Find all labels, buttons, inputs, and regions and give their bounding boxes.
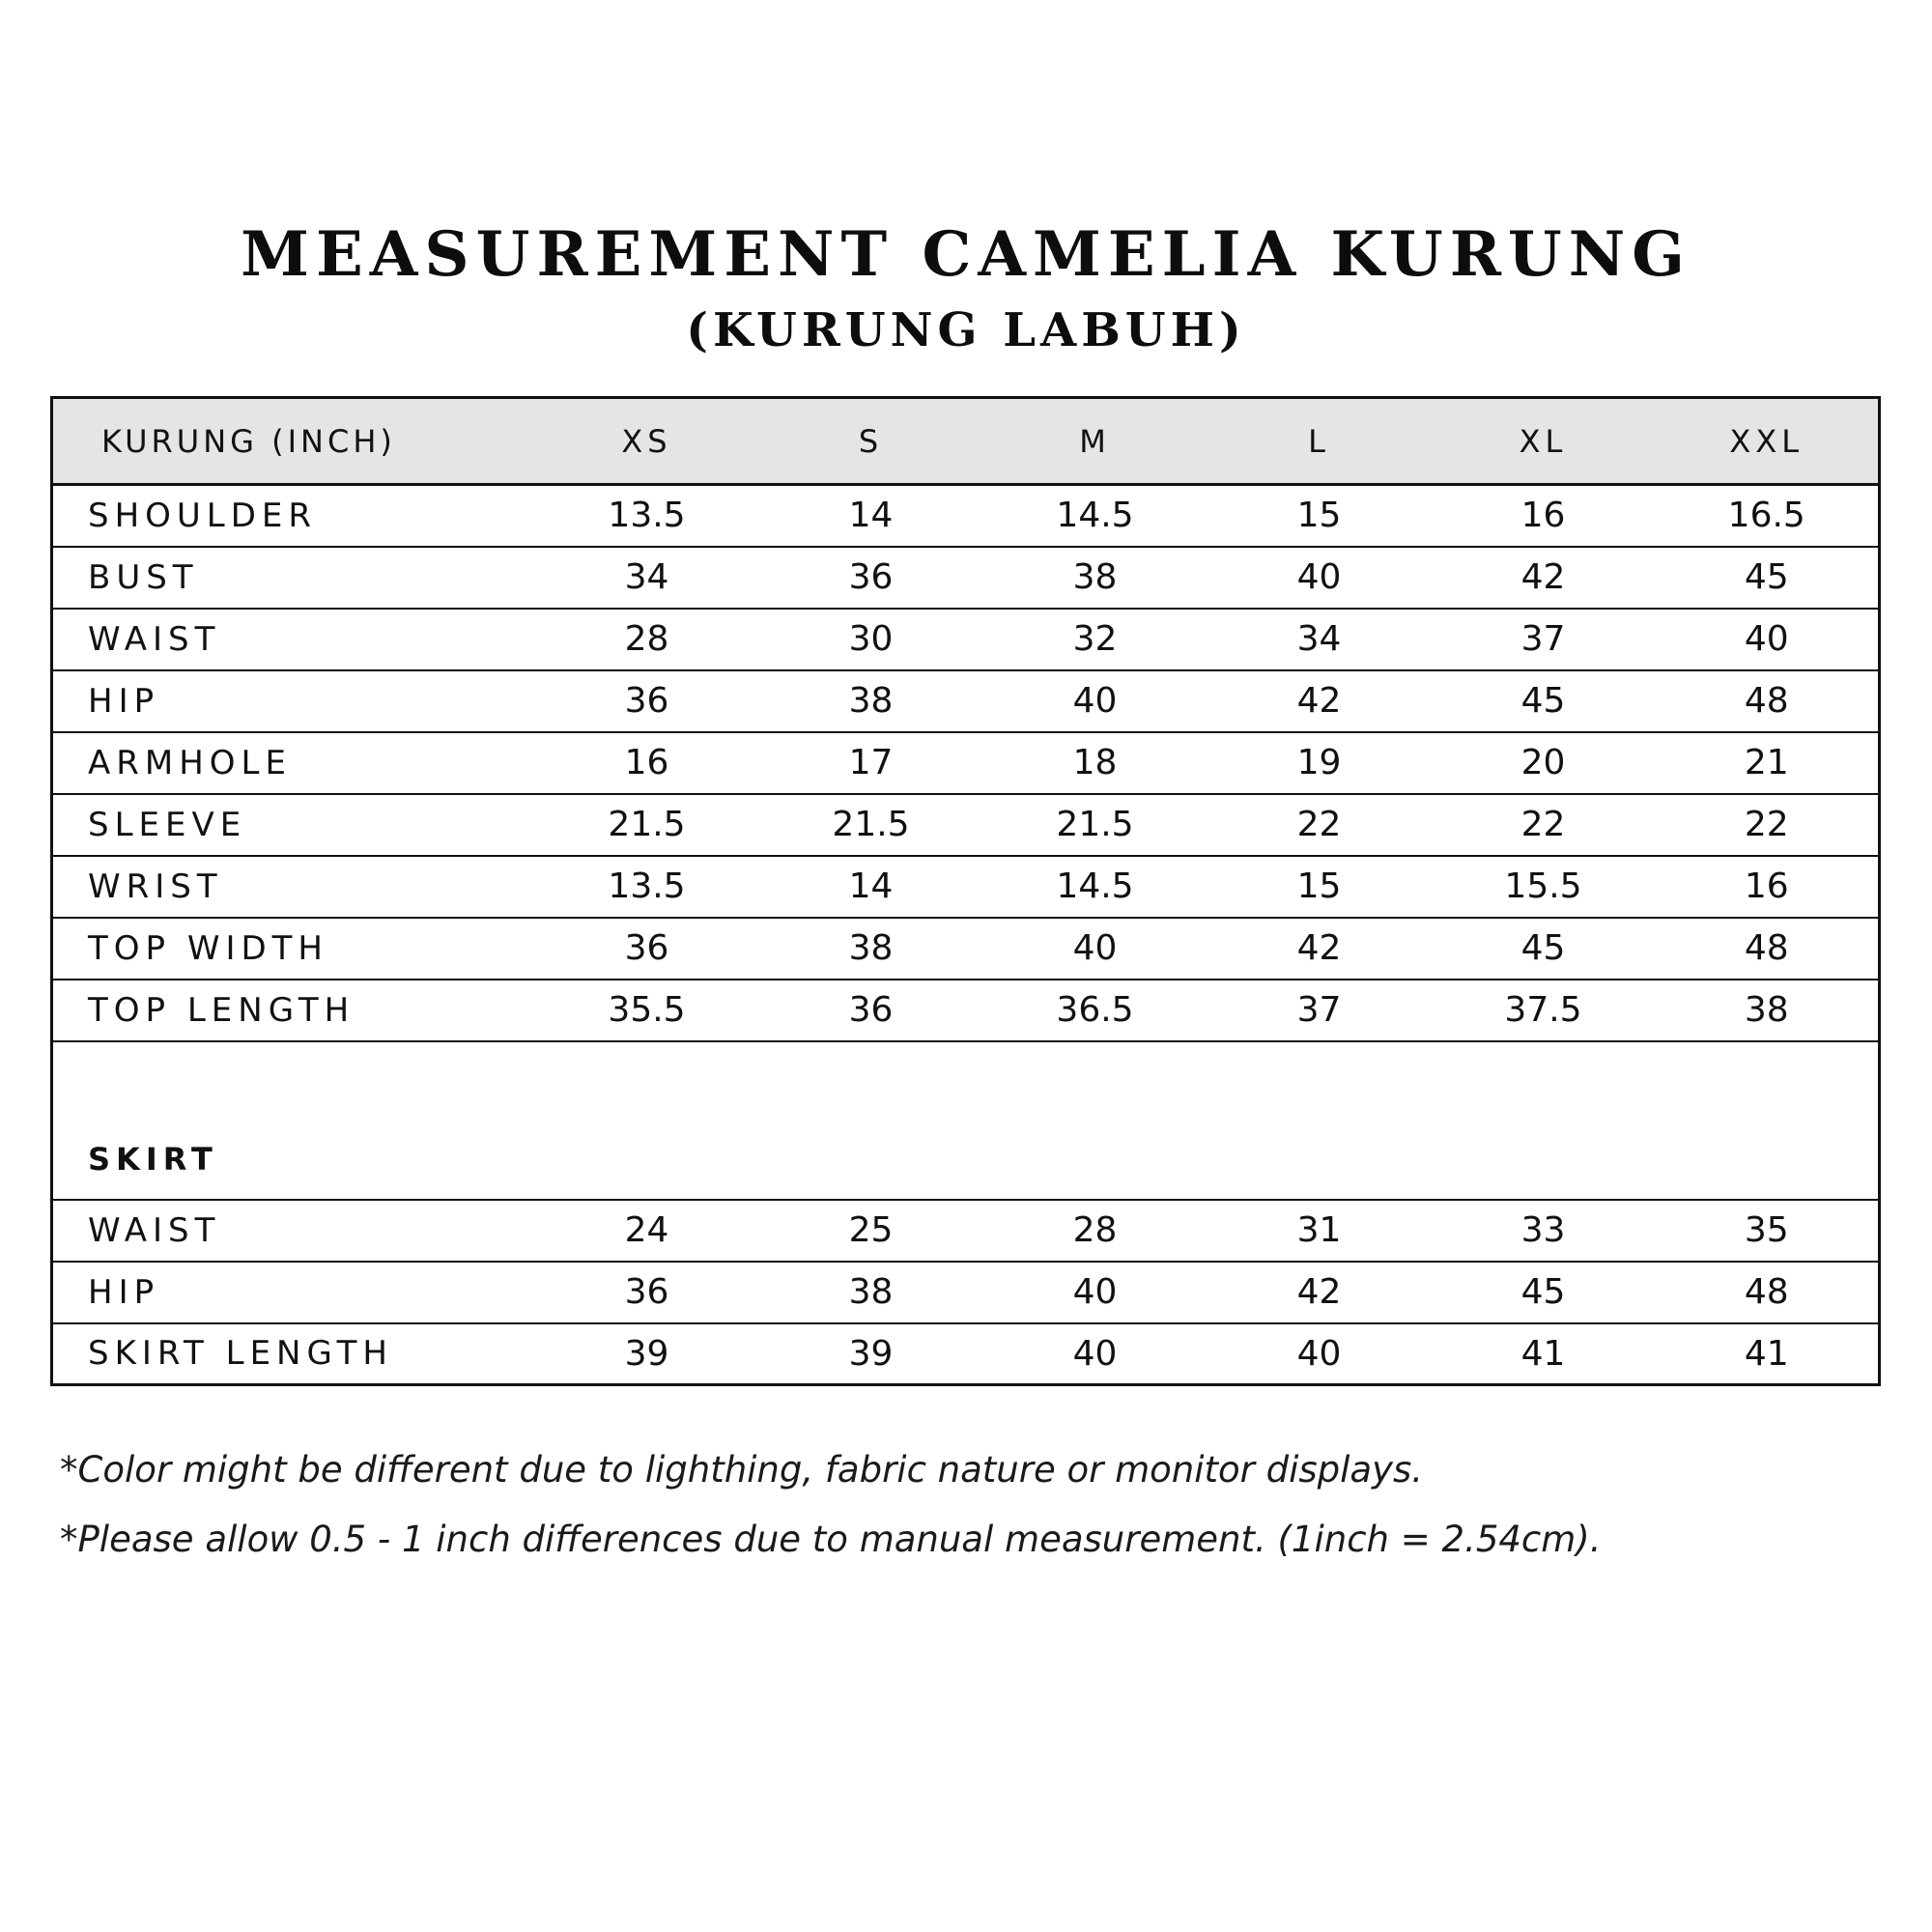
- cell-value: 33: [1432, 1200, 1656, 1262]
- cell-value: 14.5: [983, 485, 1208, 547]
- cell-value: 21: [1656, 732, 1880, 794]
- cell-value: 38: [759, 1262, 983, 1323]
- cell-value: 16: [1432, 485, 1656, 547]
- cell-value: 34: [1208, 609, 1432, 670]
- row-label: TOP LENGTH: [52, 980, 535, 1041]
- cell-value: 18: [983, 732, 1208, 794]
- cell-value: 40: [983, 918, 1208, 980]
- cell-value: 16: [535, 732, 759, 794]
- cell-value: 38: [983, 547, 1208, 609]
- row-label: WAIST: [52, 609, 535, 670]
- cell-value: 41: [1744, 1333, 1789, 1374]
- cell-value: 40: [1208, 547, 1432, 609]
- cell-value: 19: [1208, 732, 1432, 794]
- cell-value: 17: [759, 732, 983, 794]
- table-row-waist: [52, 609, 1880, 670]
- cell-value: 35: [1656, 1200, 1880, 1262]
- size-header-xxl: XXL: [1656, 398, 1880, 485]
- table-header-row: [52, 398, 1880, 485]
- row-label: TOP WIDTH: [52, 918, 535, 980]
- cell-value: 32: [983, 609, 1208, 670]
- table-row-top-length: [52, 980, 1880, 1041]
- table-row-sleeve: [52, 794, 1880, 856]
- cell-value: 45: [1432, 918, 1656, 980]
- cell-value: 48: [1656, 1262, 1880, 1323]
- row-label: SKIRT LENGTH: [88, 1334, 393, 1374]
- row-label: ARMHOLE: [52, 732, 535, 794]
- cell-value: 37: [1208, 980, 1432, 1041]
- cell-value: 38: [759, 670, 983, 732]
- cell-value: 14: [759, 485, 983, 547]
- cell-value: 16: [1656, 856, 1880, 918]
- row-label: HIP: [52, 1262, 535, 1323]
- cell-value: 13.5: [535, 485, 759, 547]
- table-row-wrist: [52, 856, 1880, 918]
- cell-value: 15.5: [1432, 856, 1656, 918]
- cell-value: 36: [535, 670, 759, 732]
- cell-value: 13.5: [535, 856, 759, 918]
- size-header-xl: XL: [1432, 398, 1656, 485]
- footnotes: [60, 1451, 1876, 1590]
- table-row-shoulder: [52, 485, 1880, 547]
- size-header-l: L: [1208, 398, 1432, 485]
- section-row-skirt: [52, 1041, 1880, 1200]
- header-label: KURUNG (INCH): [52, 398, 535, 485]
- cell-value: 41: [1520, 1333, 1566, 1374]
- cell-value: 36.5: [983, 980, 1208, 1041]
- cell-value: 31: [1208, 1200, 1432, 1262]
- cell-value: 28: [535, 609, 759, 670]
- cell-value: 42: [1432, 547, 1656, 609]
- page-title: MEASUREMENT CAMELIA KURUNG: [241, 218, 1691, 291]
- table-row-skirt-length: [52, 1323, 1880, 1385]
- table-row-top-width: [52, 918, 1880, 980]
- cell-value: 36: [535, 918, 759, 980]
- size-chart-table: [50, 396, 1881, 1386]
- cell-value: 22: [1432, 794, 1656, 856]
- cell-value: 45: [1656, 547, 1880, 609]
- table-row-armhole: [52, 732, 1880, 794]
- cell-value: 14: [759, 856, 983, 918]
- cell-value: 36: [535, 1262, 759, 1323]
- cell-value: 36: [759, 547, 983, 609]
- cell-value: 30: [759, 609, 983, 670]
- cell-value: 20: [1432, 732, 1656, 794]
- row-label: WRIST: [52, 856, 535, 918]
- cell-value: 15: [1208, 856, 1432, 918]
- row-label: SLEEVE: [52, 794, 535, 856]
- cell-value: 35.5: [535, 980, 759, 1041]
- cell-value: 38: [1656, 980, 1880, 1041]
- cell-value: 40: [1296, 1333, 1342, 1374]
- cell-value: 48: [1656, 670, 1880, 732]
- cell-value: 40: [983, 1262, 1208, 1323]
- size-header-s: S: [759, 398, 983, 485]
- cell-value: 36: [759, 980, 983, 1041]
- cell-value: 22: [1656, 794, 1880, 856]
- cell-value: 15: [1208, 485, 1432, 547]
- cell-value: 37: [1432, 609, 1656, 670]
- cell-value: 40: [1656, 609, 1880, 670]
- size-header-m: M: [983, 398, 1208, 485]
- cell-value: 22: [1208, 794, 1432, 856]
- cell-value: 14.5: [983, 856, 1208, 918]
- table-row-skirt-hip: [52, 1262, 1880, 1323]
- cell-value: 39: [848, 1333, 894, 1374]
- cell-value: 21.5: [983, 794, 1208, 856]
- cell-value: 42: [1208, 1262, 1432, 1323]
- cell-value: 45: [1432, 670, 1656, 732]
- table-row-hip: [52, 670, 1880, 732]
- cell-value: 37.5: [1432, 980, 1656, 1041]
- section-heading: SKIRT: [52, 1041, 1880, 1200]
- row-label: HIP: [52, 670, 535, 732]
- cell-value: 40: [1072, 1333, 1118, 1374]
- row-label: BUST: [52, 547, 535, 609]
- footnote-color: *Color might be different due to lighthing, fabric nature or monitor displays.: [60, 1449, 1424, 1491]
- cell-value: 39: [624, 1333, 669, 1374]
- cell-value: 42: [1208, 670, 1432, 732]
- cell-value: 25: [759, 1200, 983, 1262]
- cell-value: 48: [1656, 918, 1880, 980]
- footnote-measurement: *Please allow 0.5 - 1 inch differences due to manual measurement. (1inch = 2.54cm).: [60, 1519, 1602, 1560]
- cell-value: 16.5: [1656, 485, 1880, 547]
- cell-value: 40: [983, 670, 1208, 732]
- cell-value: 21.5: [535, 794, 759, 856]
- table-row-skirt-waist: [52, 1200, 1880, 1262]
- cell-value: 24: [535, 1200, 759, 1262]
- size-header-xs: XS: [535, 398, 759, 485]
- cell-value: 45: [1432, 1262, 1656, 1323]
- cell-value: 38: [759, 918, 983, 980]
- cell-value: 28: [983, 1200, 1208, 1262]
- row-label: SHOULDER: [52, 485, 535, 547]
- row-label: WAIST: [52, 1200, 535, 1262]
- cell-value: 21.5: [759, 794, 983, 856]
- cell-value: 34: [535, 547, 759, 609]
- page-subtitle: (KURUNG LABUH): [686, 303, 1246, 357]
- table-row-bust: [52, 547, 1880, 609]
- cell-value: 42: [1208, 918, 1432, 980]
